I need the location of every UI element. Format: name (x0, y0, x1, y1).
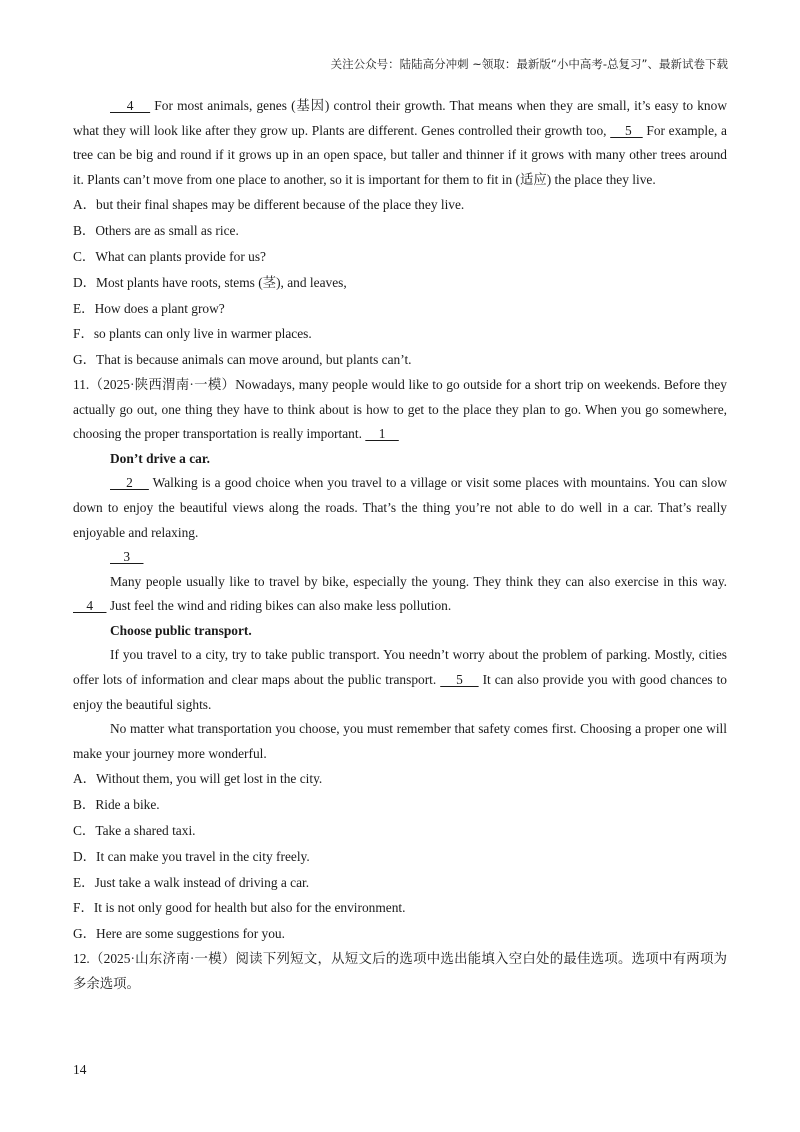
paragraph-bike (73, 570, 727, 619)
option-a: A．Without them, you will get lost in the city. (73, 771, 323, 787)
paragraph-text: Just feel the wind and riding bikes can also make less pollution. (106, 598, 452, 614)
options-list-q11 (73, 766, 727, 947)
paragraph-text: Walking is a good choice when you travel to a village or visit some places with mountains. You can slow down to enjoy the beautiful views along the roads. That’s the thing you’re not able to do well in a car. That’s really enjoyable and relaxing. (73, 475, 727, 540)
option-f: F．so plants can only live in warmer places. (73, 326, 312, 342)
blank-3: 3 (110, 549, 144, 565)
blank-2: 2 (110, 475, 149, 491)
document-body (73, 94, 727, 996)
paragraph-text: Many people usually like to travel by bike, especially the young. They think they can also exercise in this way. (110, 573, 727, 589)
blank-5: 5 (610, 122, 643, 138)
blank-1: 1 (365, 426, 399, 442)
option-b: B．Ride a bike. (73, 797, 160, 813)
blank-4: 4 (73, 598, 107, 614)
paragraph-walking (73, 471, 727, 545)
paragraph-conclusion: No matter what transportation you choose, you must remember that safety comes first. Choosing a proper one will make your journey more wonderful. (73, 721, 727, 761)
blank-4: 4 (110, 98, 151, 113)
page-number: 14 (73, 1062, 87, 1077)
blank-5: 5 (440, 672, 479, 688)
question-12-intro: 12.（2025·山东济南·一模）阅读下列短文，从短文后的选项中选出能填入空白处的最佳选项。选项中有两项为多余选项。 (73, 951, 727, 991)
option-g: G．Here are some suggestions for you. (73, 926, 285, 942)
question-11-intro (73, 373, 727, 447)
passage-text: For most animals, genes (基因) control their growth. That means when they are small, it’s easy to know what they will look like after they grow up. Plants are different. Genes controlled their growth too, (73, 98, 727, 138)
paragraph-text: It can also provide you with good chances to enjoy the beautiful sights. (73, 672, 727, 712)
page-header: 关注公众号：陆陆高分冲刺 ~领取：最新版“小中高考-总复习”、最新试卷下载 (330, 57, 728, 71)
section-heading: Choose public transport. (110, 622, 252, 638)
option-f: F．It is not only good for health but also for the environment. (73, 900, 406, 916)
question-text: 11.（2025·陕西渭南·一模）Nowadays, many people would like to go outside for a short trip on weekends. Before they actually go out, one thing they have to think about is how to get to the place they plan to go. When you go somewhere, choosing the proper transportation is really important. (73, 376, 727, 442)
paragraph-blank-3 (73, 545, 727, 570)
option-g: G．That is because animals can move around, but plants can’t. (73, 352, 412, 368)
paragraph-text: If you travel to a city, try to take public transport. You needn’t worry about the problem of parking. Mostly, cities offer lots of information and clear maps about the public transport. (73, 647, 727, 688)
option-a: A．but their final shapes may be different because of the place they live. (73, 197, 465, 213)
option-b: B．Others are as small as rice. (73, 223, 239, 239)
option-c: C．Take a shared taxi. (73, 823, 196, 839)
passage-top-paragraph (73, 94, 727, 192)
option-d: D．It can make you travel in the city freely. (73, 848, 310, 864)
option-c: C．What can plants provide for us? (73, 248, 266, 264)
option-e: E．How does a plant grow? (73, 300, 225, 316)
section-heading: Don’t drive a car. (110, 450, 210, 466)
passage-text: For example, a tree can be big and round if it grows up in an open space, but taller and thinner if it grows with many other trees around it. Plants can’t move from one place to another, so it is important for them to fit in (适应) the place they live. (73, 122, 727, 187)
options-list-top (73, 192, 727, 373)
option-e: E．Just take a walk instead of driving a car. (73, 874, 310, 890)
option-d: D．Most plants have roots, stems (茎), and leaves, (73, 274, 347, 290)
paragraph-public-transport (73, 643, 727, 717)
